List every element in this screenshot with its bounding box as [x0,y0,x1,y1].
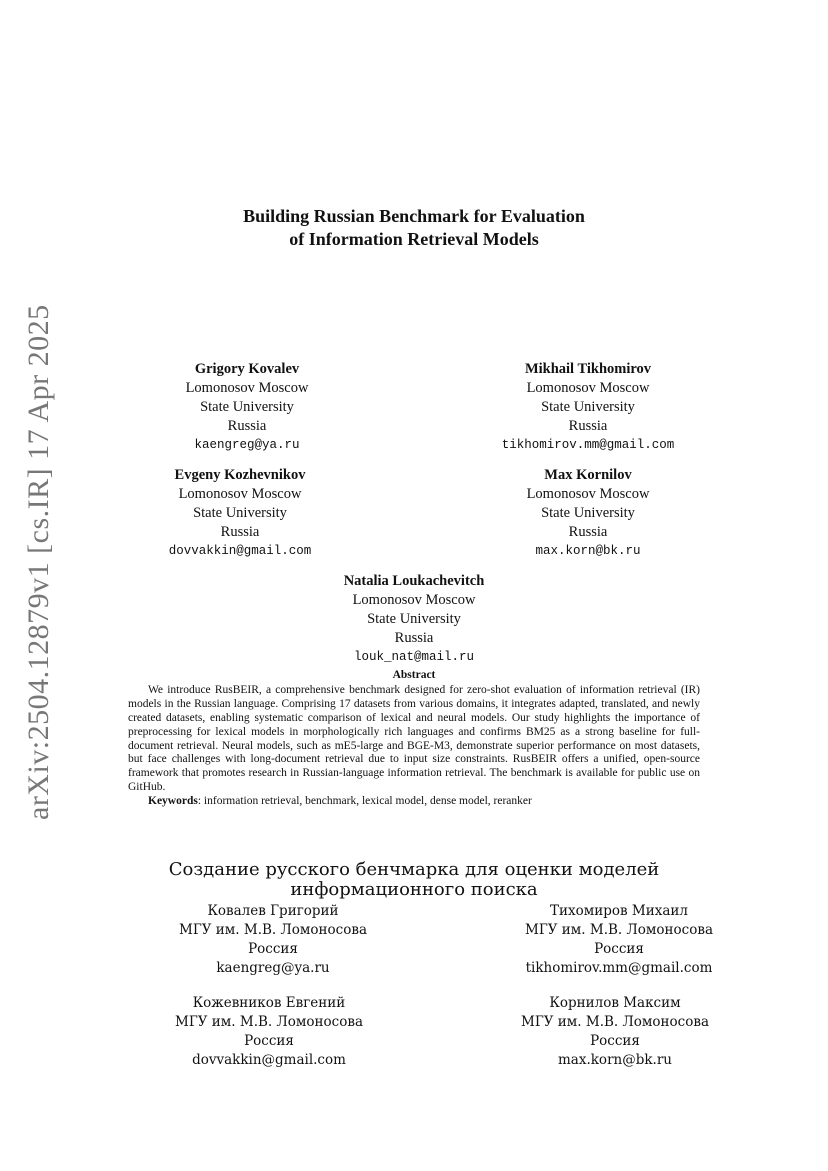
ru-author-email: kaengreg@ya.ru [216,960,330,976]
author-country: Russia [568,418,608,434]
ru-author-email: max.korn@bk.ru [558,1052,672,1068]
author-email: kaengreg@ya.ru [194,438,300,452]
abstract-heading: Abstract [392,669,436,681]
ru-author-block [489,902,749,978]
paper-title [0,205,828,251]
ru-author-email: dovvakkin@gmail.com [192,1052,346,1068]
author-name: Mikhail Tikhomirov [524,361,652,377]
ru-title-line-2: информационного поиска [290,879,538,900]
author-block [468,360,708,455]
author-country: Russia [227,418,267,434]
keywords-list: : information retrieval, benchmark, lexical model, dense model, reranker [197,795,532,808]
title-line-2: of Information Retrieval Models [289,229,539,249]
ru-author-name: Корнилов Максим [549,995,681,1011]
ru-author-affiliation: МГУ им. М.В. Ломоносова [179,922,367,938]
ru-author-email: tikhomirov.mm@gmail.com [525,960,713,976]
ru-author-affiliation: МГУ им. М.В. Ломоносова [525,922,713,938]
author-block [120,466,360,561]
abstract-section [128,669,700,809]
author-country: Russia [394,630,434,646]
author-block [127,360,367,455]
ru-author-affiliation: МГУ им. М.В. Ломоносова [175,1014,363,1030]
ru-author-name: Ковалев Григорий [207,903,339,919]
author-affiliation: State University [367,611,461,627]
author-name: Evgeny Kozhevnikov [174,467,306,483]
author-email: louk_nat@mail.ru [353,650,475,664]
author-email: dovvakkin@gmail.com [168,544,312,558]
ru-title-line-1: Создание русского бенчмарка для оценки моделей [168,859,660,880]
author-affiliation: State University [193,505,287,521]
author-affiliation: Lomonosov Moscow [526,380,650,396]
ru-author-block [139,994,399,1070]
author-name: Grigory Kovalev [194,361,300,377]
russian-title [0,860,828,900]
ru-author-country: Россия [590,1033,640,1049]
arxiv-identifier: arXiv:2504.12879v1 [cs.IR] 17 Apr 2025 [22,304,55,820]
keywords [128,795,700,809]
author-affiliation: Lomonosov Moscow [352,592,476,608]
author-name: Max Kornilov [544,467,632,483]
ru-author-block [485,994,745,1070]
keywords-label: Keywords [148,795,198,808]
title-line-1: Building Russian Benchmark for Evaluation [243,206,585,226]
author-affiliation: State University [200,399,294,415]
ru-author-country: Россия [248,941,298,957]
ru-author-name: Тихомиров Михаил [550,903,688,919]
author-email: tikhomirov.mm@gmail.com [501,438,675,452]
author-block [468,466,708,561]
ru-author-country: Россия [594,941,644,957]
author-name: Natalia Loukachevitch [343,573,485,589]
author-country: Russia [568,524,608,540]
author-affiliation: State University [541,505,635,521]
ru-author-affiliation: МГУ им. М.В. Ломоносова [521,1014,709,1030]
ru-author-block [143,902,403,978]
author-affiliation: Lomonosov Moscow [185,380,309,396]
author-affiliation: State University [541,399,635,415]
author-email: max.korn@bk.ru [535,544,641,558]
author-block [294,572,534,667]
author-affiliation: Lomonosov Moscow [526,486,650,502]
ru-author-country: Россия [244,1033,294,1049]
author-country: Russia [220,524,260,540]
abstract-text: We introduce RusBEIR, a comprehensive benchmark designed for zero-shot evaluation of information retrieval (IR) models in the Russian language. Comprising 17 datasets from various domains, it integrates adapted, translated, and newly created datasets, enabling systematic comparison of lexical and neural models. Our study highlights the importance of preprocessing for lexical models in morphologically rich languages and confirms BM25 as a strong baseline for full-document retrieval. Neural models, such as mE5-large and BGE-M3, demonstrate superior performance on most datasets, but face challenges with long-document retrieval due to input size constraints. RusBEIR offers a unified, open-source framework that promotes research in Russian-language information retrieval. The benchmark is available for public use on GitHub. [128,683,700,794]
ru-author-name: Кожевников Евгений [192,995,346,1011]
author-affiliation: Lomonosov Moscow [178,486,302,502]
